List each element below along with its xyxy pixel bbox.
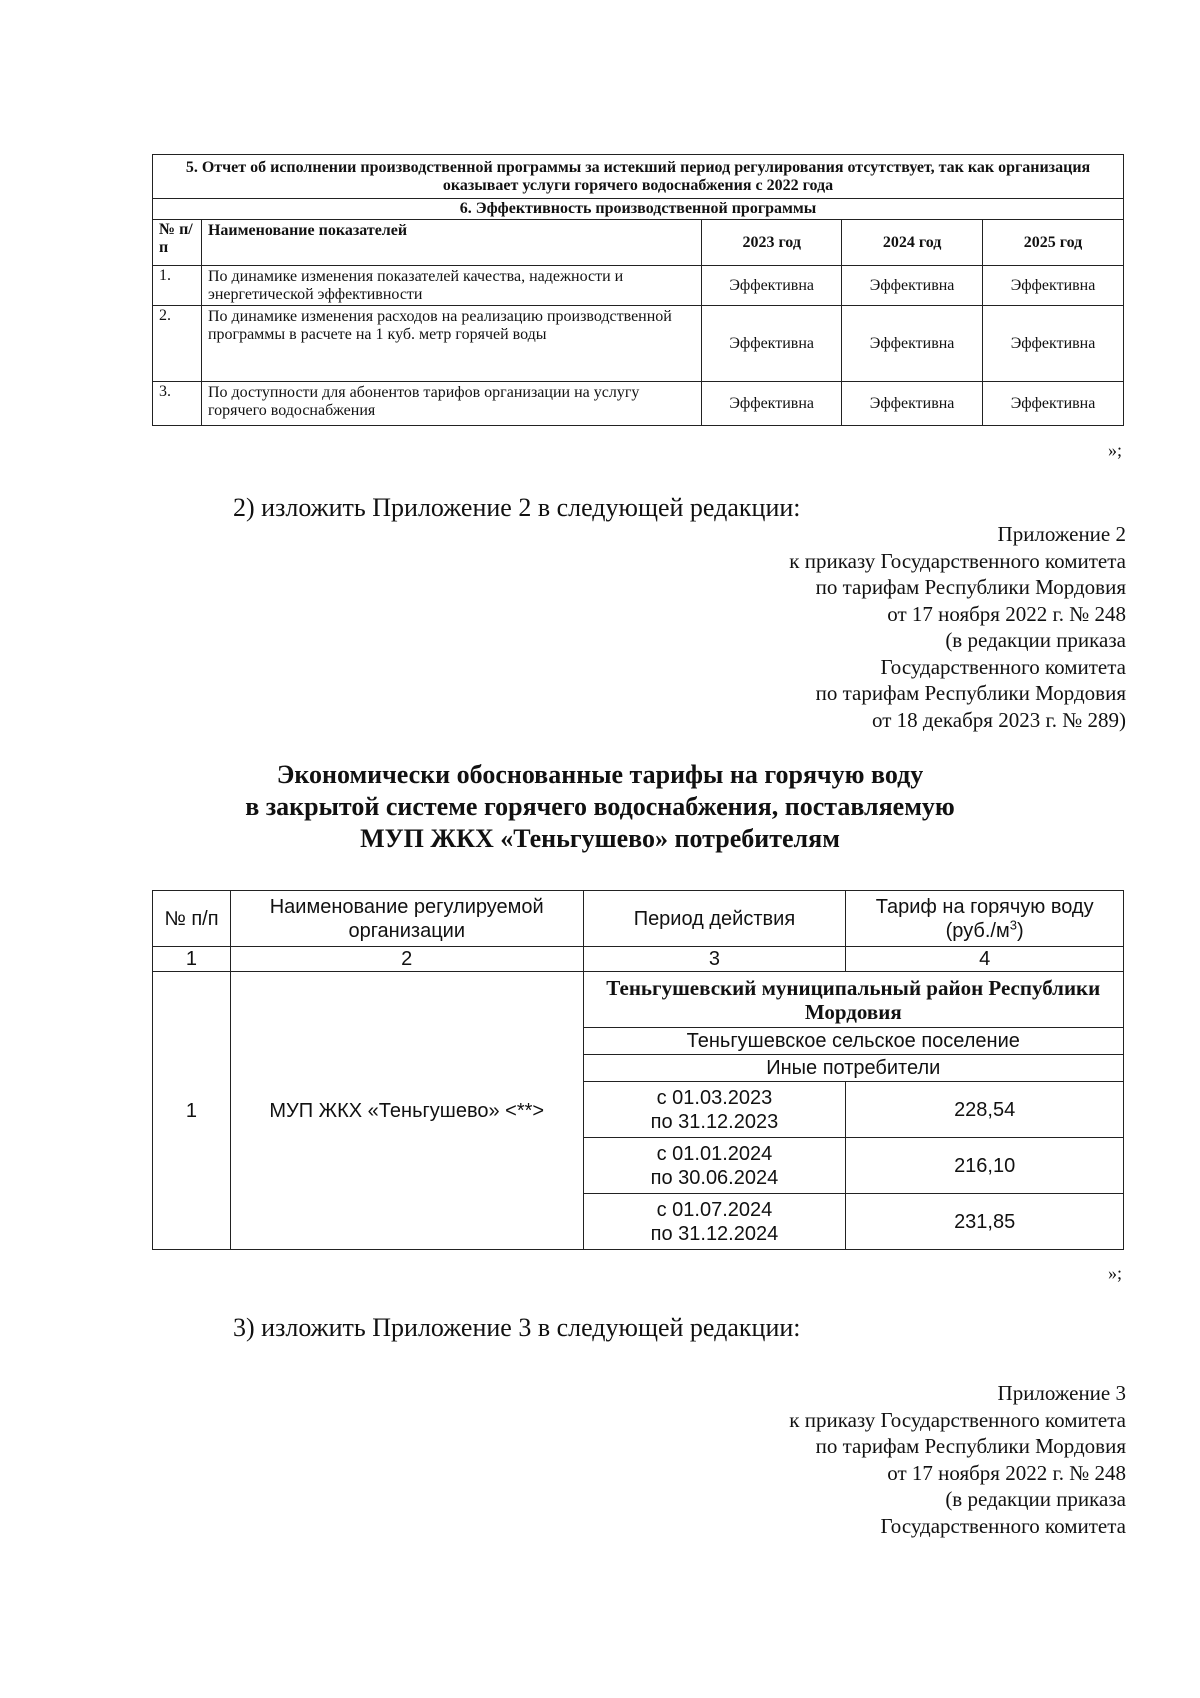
tariff-value: 231,85 bbox=[846, 1194, 1124, 1250]
appendix-line: (в редакции приказа bbox=[945, 1487, 1126, 1511]
efficiency-table bbox=[152, 154, 1124, 426]
appendix-line: по тарифам Республики Мордовия bbox=[815, 681, 1126, 705]
appendix-line: от 17 ноября 2022 г. № 248 bbox=[887, 1460, 1126, 1485]
instruction-3: 3) изложить Приложение 3 в следующей редакции: bbox=[233, 1313, 801, 1342]
col-num-header: № п/п bbox=[153, 220, 202, 266]
period-cell: с 01.03.2023 по 31.12.2023 bbox=[583, 1082, 846, 1138]
row-name: По доступности для абонентов тарифов организации на услугу горячего водоснабжения bbox=[201, 382, 701, 426]
row-name: По динамике изменения расходов на реализацию производственной программы в расчете на 1 куб. метр горячей воды bbox=[201, 306, 701, 382]
appendix-line: к приказу Государственного комитета bbox=[789, 548, 1126, 573]
row-value: Эффективна bbox=[842, 306, 983, 382]
tariff-value: 216,10 bbox=[846, 1138, 1124, 1194]
closing-quote: »; bbox=[1108, 1263, 1123, 1283]
index-cell: 4 bbox=[846, 947, 1124, 972]
row-num: 2. bbox=[153, 306, 202, 382]
closing-quote: »; bbox=[1108, 440, 1123, 460]
index-cell: 3 bbox=[583, 947, 846, 972]
row-value: Эффективна bbox=[702, 306, 842, 382]
appendix-line: (в редакции приказа bbox=[945, 628, 1126, 652]
col-year-header: 2025 год bbox=[983, 220, 1124, 266]
row-num: 1 bbox=[153, 972, 231, 1250]
appendix-line: от 18 декабря 2023 г. № 289) bbox=[872, 707, 1126, 732]
row-value: Эффективна bbox=[702, 382, 842, 426]
period-cell: с 01.07.2024 по 31.12.2024 bbox=[583, 1194, 846, 1250]
col-name-header: Наименование показателей bbox=[201, 220, 701, 266]
district-name: Теньгушевский муниципальный район Республики Мордовия bbox=[583, 972, 1123, 1028]
col-num-header: № п/п bbox=[153, 891, 231, 947]
tariff-value: 228,54 bbox=[846, 1082, 1124, 1138]
row-value: Эффективна bbox=[983, 266, 1124, 306]
tariff-title bbox=[150, 759, 1050, 855]
index-cell: 1 bbox=[153, 947, 231, 972]
row-value: Эффективна bbox=[983, 306, 1124, 382]
table-row bbox=[153, 382, 1124, 426]
appendix3-block bbox=[789, 1380, 1126, 1539]
appendix-line: Приложение 3 bbox=[997, 1381, 1126, 1405]
title-line: в закрытой системе горячего водоснабжения, поставляемую bbox=[245, 792, 955, 821]
appendix-line: от 17 ноября 2022 г. № 248 bbox=[887, 601, 1126, 626]
row-value: Эффективна bbox=[702, 266, 842, 306]
index-cell: 2 bbox=[230, 947, 583, 972]
row-value: Эффективна bbox=[983, 382, 1124, 426]
table-row bbox=[153, 266, 1124, 306]
appendix-line: к приказу Государственного комитета bbox=[789, 1407, 1126, 1432]
section5-header: 5. Отчет об исполнении производственной программы за истекший период регулирования отсутствует, так как организация оказывает услуги горячего водоснабжения с 2022 года bbox=[153, 155, 1124, 199]
org-name: МУП ЖКХ «Теньгушево» <**> bbox=[230, 972, 583, 1250]
col-year-header: 2024 год bbox=[842, 220, 983, 266]
row-value: Эффективна bbox=[842, 382, 983, 426]
tariff-table bbox=[152, 890, 1124, 1250]
period-cell: с 01.01.2024 по 30.06.2024 bbox=[583, 1138, 846, 1194]
col-year-header: 2023 год bbox=[702, 220, 842, 266]
title-line: МУП ЖКХ «Теньгушево» потребителям bbox=[360, 824, 840, 853]
row-num: 3. bbox=[153, 382, 202, 426]
appendix-line: Государственного комитета bbox=[880, 1513, 1126, 1538]
appendix-line: по тарифам Республики Мордовия bbox=[815, 575, 1126, 599]
instruction-2: 2) изложить Приложение 2 в следующей редакции: bbox=[233, 493, 801, 522]
col-tariff-header: Тариф на горячую воду $(руб./м^3)$ bbox=[846, 891, 1124, 947]
table-row bbox=[153, 306, 1124, 382]
appendix-line: Приложение 2 bbox=[997, 522, 1126, 546]
section6-header: 6. Эффективность производственной программы bbox=[153, 199, 1124, 220]
settlement-name: Теньгушевское сельское поселение bbox=[583, 1028, 1123, 1055]
row-value: Эффективна bbox=[842, 266, 983, 306]
col-period-header: Период действия bbox=[583, 891, 846, 947]
consumers-label: Иные потребители bbox=[583, 1055, 1123, 1082]
appendix-line: Государственного комитета bbox=[880, 654, 1126, 679]
col-org-header: Наименование регулируемой организации bbox=[230, 891, 583, 947]
appendix-line: по тарифам Республики Мордовия bbox=[815, 1434, 1126, 1458]
row-name: По динамике изменения показателей качества, надежности и энергетической эффективности bbox=[201, 266, 701, 306]
row-num: 1. bbox=[153, 266, 202, 306]
appendix2-block bbox=[789, 521, 1126, 733]
title-line: Экономически обоснованные тарифы на горячую воду bbox=[276, 760, 924, 789]
